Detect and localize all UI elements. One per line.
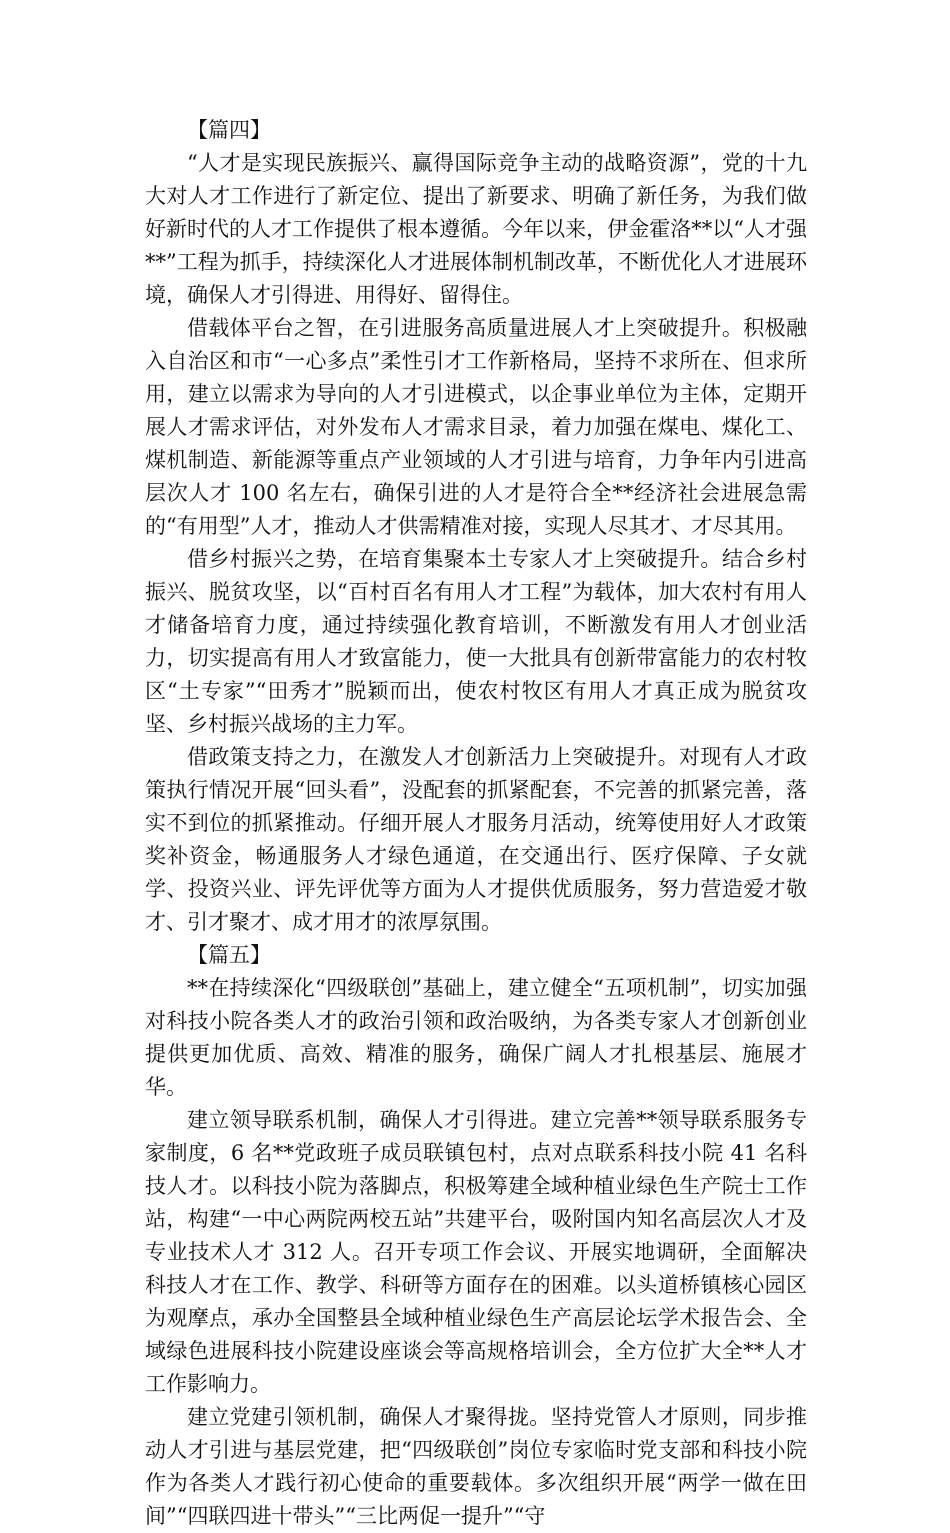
paragraph: 借政策支持之力，在激发人才创新活力上突破提升。对现有人才政策执行情况开展“回头看”，没配套的抓紧配套，不完善的抓紧完善，落实不到位的抓紧推动。仔细开展人才服务月活动，统筹使用好人才政策奖补资金，畅通服务人才绿色通道，在交通出行、医疗保障、子女就学、投资兴业、评先评优等方面为人才提供优质服务，努力营造爱才敬才、引才聚才、成才用才的浓厚氛围。 bbox=[145, 745, 807, 934]
document-page bbox=[145, 114, 807, 1533]
paragraph: **在持续深化“四级联创”基础上，建立健全“五项机制”，切实加强对科技小院各类人才的政治引领和政治吸纳，为各类专家人才创新创业提供更加优质、高效、精准的服务，确保广阔人才扎根基层、施展才华。 bbox=[145, 976, 807, 1099]
paragraph: 借载体平台之智，在引进服务高质量进展人才上突破提升。积极融入自治区和市“一心多点”柔性引才工作新格局，坚持不求所在、但求所用，建立以需求为导向的人才引进模式，以企事业单位为主体，定期开展人才需求评估，对外发布人才需求目录，着力加强在煤电、煤化工、煤机制造、新能源等重点产业领域的人才引进与培育，力争年内引进高层次人才 100 名左右，确保引进的人才是符合全**经济社会进展急需的“有用型”人才，推动人才供需精准对接，实现人尽其才、才尽其用。 bbox=[145, 316, 807, 538]
paragraph: 建立党建引领机制，确保人才聚得拢。坚持党管人才原则，同步推动人才引进与基层党建，把“四级联创”岗位专家临时党支部和科技小院作为各类人才践行初心使命的重要载体。多次组织开展“两学一做在田间”“四联四进十带头”“三比两促一提升”“守 bbox=[145, 1405, 807, 1528]
paragraph: 建立领导联系机制，确保人才引得进。建立完善**领导联系服务专家制度，6 名**党政班子成员联镇包村，点对点联系科技小院 41 名科技人才。以科技小院为落脚点，积极筹建全域种植业绿色生产院士工作站，构建“一中心两院两校五站”共建平台，吸附国内知名高层次人才及专业技术人才 312 人。召开专项工作会议、开展实地调研，全面解决科技人才在工作、教学、科研等方面存在的困难。以头道桥镇核心园区为观摩点，承办全国整县全域种植业绿色生产高层论坛学术报告会、全域绿色进展科技小院建设座谈会等高规格培训会，全方位扩大全**人才工作影响力。 bbox=[145, 1108, 807, 1396]
section-heading-5: 【篇五】 bbox=[187, 943, 271, 967]
paragraph: “人才是实现民族振兴、赢得国际竞争主动的战略资源”，党的十九大对人才工作进行了新定位、提出了新要求、明确了新任务，为我们做好新时代的人才工作提供了根本遵循。今年以来，伊金霍洛**以“人才强**”工程为抓手，持续深化人才进展体制机制改革，不断优化人才进展环境，确保人才引得进、用得好、留得住。 bbox=[145, 151, 807, 307]
section-heading-4: 【篇四】 bbox=[187, 118, 271, 142]
paragraph: 借乡村振兴之势，在培育集聚本土专家人才上突破提升。结合乡村振兴、脱贫攻坚，以“百村百名有用人才工程”为载体，加大农村有用人才储备培育力度，通过持续强化教育培训，不断激发有用人才创业活力，切实提高有用人才致富能力，使一大批具有创新带富能力的农村牧区“土专家”“田秀才”脱颖而出，使农村牧区有用人才真正成为脱贫攻坚、乡村振兴战场的主力军。 bbox=[145, 547, 807, 736]
